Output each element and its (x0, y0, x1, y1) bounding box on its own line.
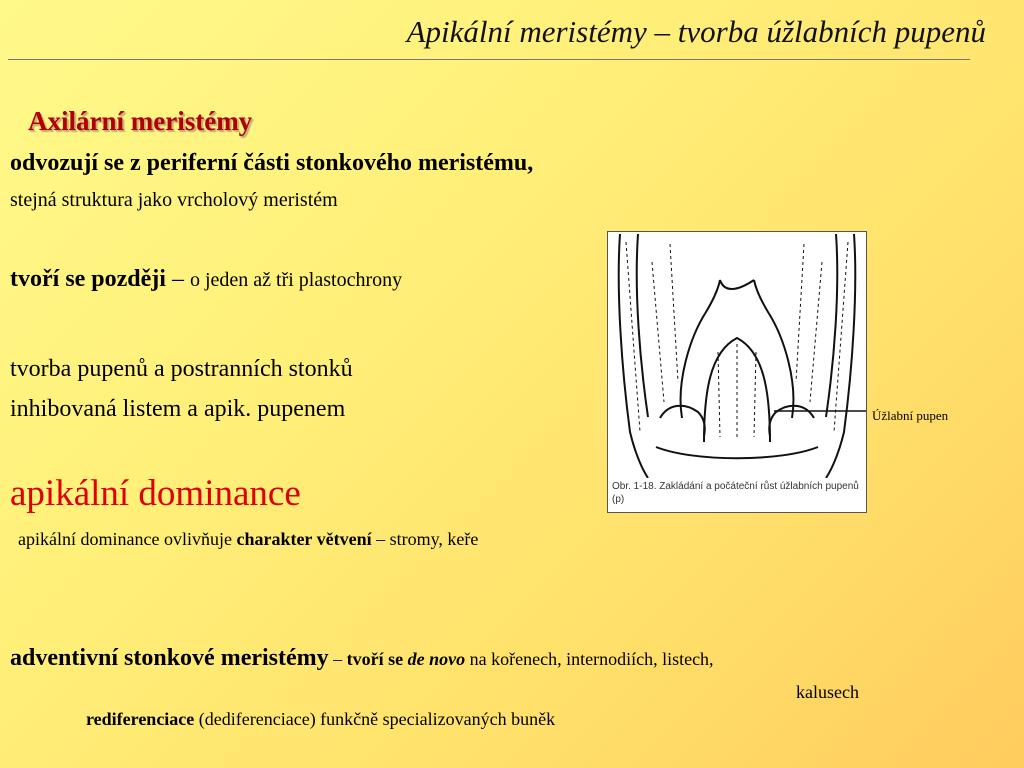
dominance-desc-post: – stromy, keře (371, 529, 479, 549)
rediferentiation-line (86, 709, 555, 730)
dominance-desc-pre: apikální dominance ovlivňuje (18, 529, 237, 549)
formation-timing-rest: o jeden až tři plastochrony (189, 269, 403, 291)
title-divider (8, 59, 970, 60)
axillary-bud-figure (607, 231, 867, 513)
adventive-dash: – (328, 649, 347, 669)
rediff-bold: rediferenciace (86, 709, 195, 729)
adventive-rest: na kořenech, internodiích, listech, (465, 649, 714, 669)
axillary-line-2: stejná struktura jako vrcholový meristém (10, 189, 338, 211)
page-title: Apikální meristémy – tvorba úžlabních pupenů (406, 14, 986, 49)
axillary-heading: Axilární meristémy (28, 106, 253, 136)
apical-dominance-heading: apikální dominance (10, 473, 301, 514)
formation-timing-line (10, 266, 402, 293)
adventive-de-novo: de novo (407, 649, 466, 669)
apical-dominance-description (18, 529, 478, 550)
rediff-rest: (dediferenciace) funkčně specializovaných buněk (194, 709, 556, 729)
dominance-desc-bold: charakter větvení (236, 529, 372, 549)
inhibition-line-1: tvorba pupenů a postranních stonků (10, 356, 353, 382)
formation-timing-bold: tvoří se později (10, 266, 166, 292)
axillary-line-1: odvozují se z periferní části stonkového meristému, (10, 150, 534, 176)
axillary-bud-illustration (608, 232, 866, 478)
adventive-forms: tvoří se (346, 649, 408, 669)
figure-caption: Obr. 1-18. Zakládání a počáteční růst úžlabních pupenů (p) (612, 481, 859, 505)
formation-timing-dash: – (165, 266, 190, 292)
adventive-bold: adventivní stonkové meristémy (10, 645, 329, 671)
adventive-continuation: kalusech (796, 682, 859, 702)
axillary-bud-label: Úžlabní pupen (872, 408, 949, 423)
adventive-meristems-line (10, 645, 714, 672)
inhibition-line-2: inhibovaná listem a apik. pupenem (10, 396, 346, 422)
